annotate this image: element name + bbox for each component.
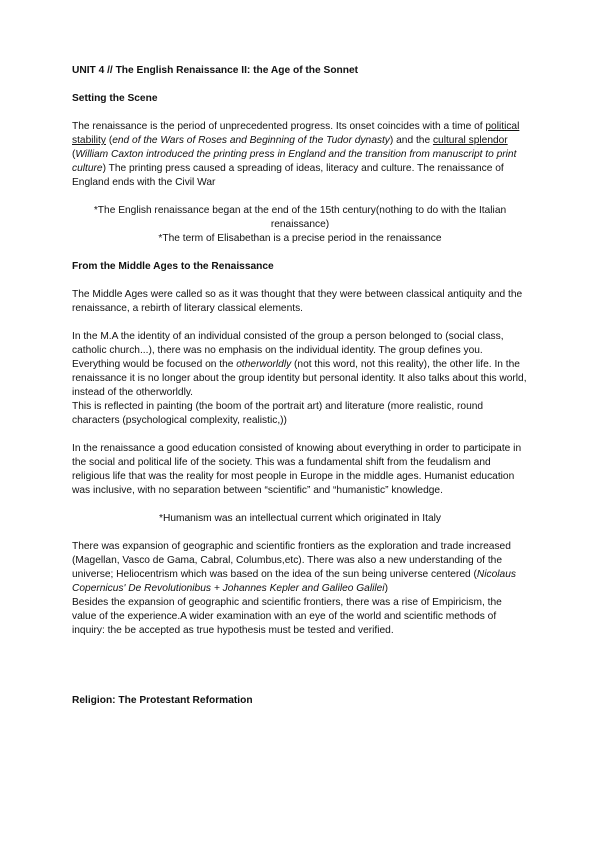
paragraph-education: In the renaissance a good education consisted of knowing about everything in order to participate in the social and political life of the society. This was a fundamental shift from the feudalism and religious life that was the reality for most people in Europe in the middle ages. Humanist education was inclusive, with no separation between “scientific” and “humanistic” knowledge. xyxy=(72,443,522,496)
text-run: ) The printing press caused a spreading of ideas, literacy and culture. The renaissance of England ends with the Civil War xyxy=(72,163,504,188)
text-run: ) and the xyxy=(389,135,433,146)
heading-religion: Religion: The Protestant Reformation xyxy=(72,695,253,706)
document-page xyxy=(72,64,528,708)
text-run: The renaissance is the period of unprecedented progress. Its onset coincides with a time of xyxy=(72,121,486,132)
italic-wars-of-roses: end of the Wars of Roses and Beginning of the Tudor dynasty xyxy=(112,135,390,146)
paragraph-empiricism: Besides the expansion of geographic and scientific frontiers, there was a rise of Empiricism, the value of the experience.A wider examination with an eye of the world and scientific methods of inquiry: the be accepted as true hypothesis must be tested and verified. xyxy=(72,597,502,636)
italic-copernicus: Nicolaus Copernicus' De Revolutionibus + Johannes Kepler and Galileo Galilei xyxy=(72,569,516,594)
text-run: (not this word, not this reality), the other life. In the renaissance it is no longer about the group identity but personal identity. It also talks about this world, instead of the otherworldly. xyxy=(72,359,527,398)
italic-otherworldly: otherworldly xyxy=(236,359,292,370)
text-run: There was expansion of geographic and scientific frontiers as the exploration and trade increased (Magellan, Vasco de Gama, Cabral, Columbus,etc). There was also a new understanding of the universe; Heliocentrism which was based on the idea of the sun being universe centered ( xyxy=(72,541,511,580)
paragraph-identity xyxy=(72,330,528,400)
heading-setting-the-scene: Setting the Scene xyxy=(72,93,158,104)
text-run: ( xyxy=(72,149,76,160)
text-run: In the M.A the identity of an individual consisted of the group a person belonged to (social class, catholic church...), there was no emphasis on the individual identity. The group defines you. Everything would be focused on the xyxy=(72,331,504,370)
paragraph-middle-ages-name: The Middle Ages were called so as it was thought that they were between classical antiquity and the renaissance, a rebirth of literary classical elements. xyxy=(72,289,523,314)
text-run: ) xyxy=(384,583,388,594)
document-title: UNIT 4 // The English Renaissance II: the Age of the Sonnet xyxy=(72,65,359,76)
italic-william-caxton: William Caxton introduced the printing press in England and the transition from manuscript to print culture xyxy=(72,149,517,174)
paragraph-frontiers xyxy=(72,540,528,596)
note-english-renaissance: *The English renaissance began at the end of the 15th century(nothing to do with the Italian renaissance) xyxy=(93,205,507,230)
note-elisabethan: *The term of Elisabethan is a precise period in the renaissance xyxy=(158,233,442,244)
paragraph-painting-literature: This is reflected in painting (the boom of the portrait art) and literature (more realistic, round characters (psychological complexity, realistic,)) xyxy=(72,401,484,426)
heading-middle-ages: From the Middle Ages to the Renaissance xyxy=(72,261,274,272)
paragraph-renaissance-intro xyxy=(72,120,528,190)
note-humanism: *Humanism was an intellectual current which originated in Italy xyxy=(159,513,441,524)
text-run: ( xyxy=(105,135,113,146)
underlined-political-stability: political stability xyxy=(72,121,520,146)
underlined-cultural-splendor: cultural splendor xyxy=(432,135,508,146)
